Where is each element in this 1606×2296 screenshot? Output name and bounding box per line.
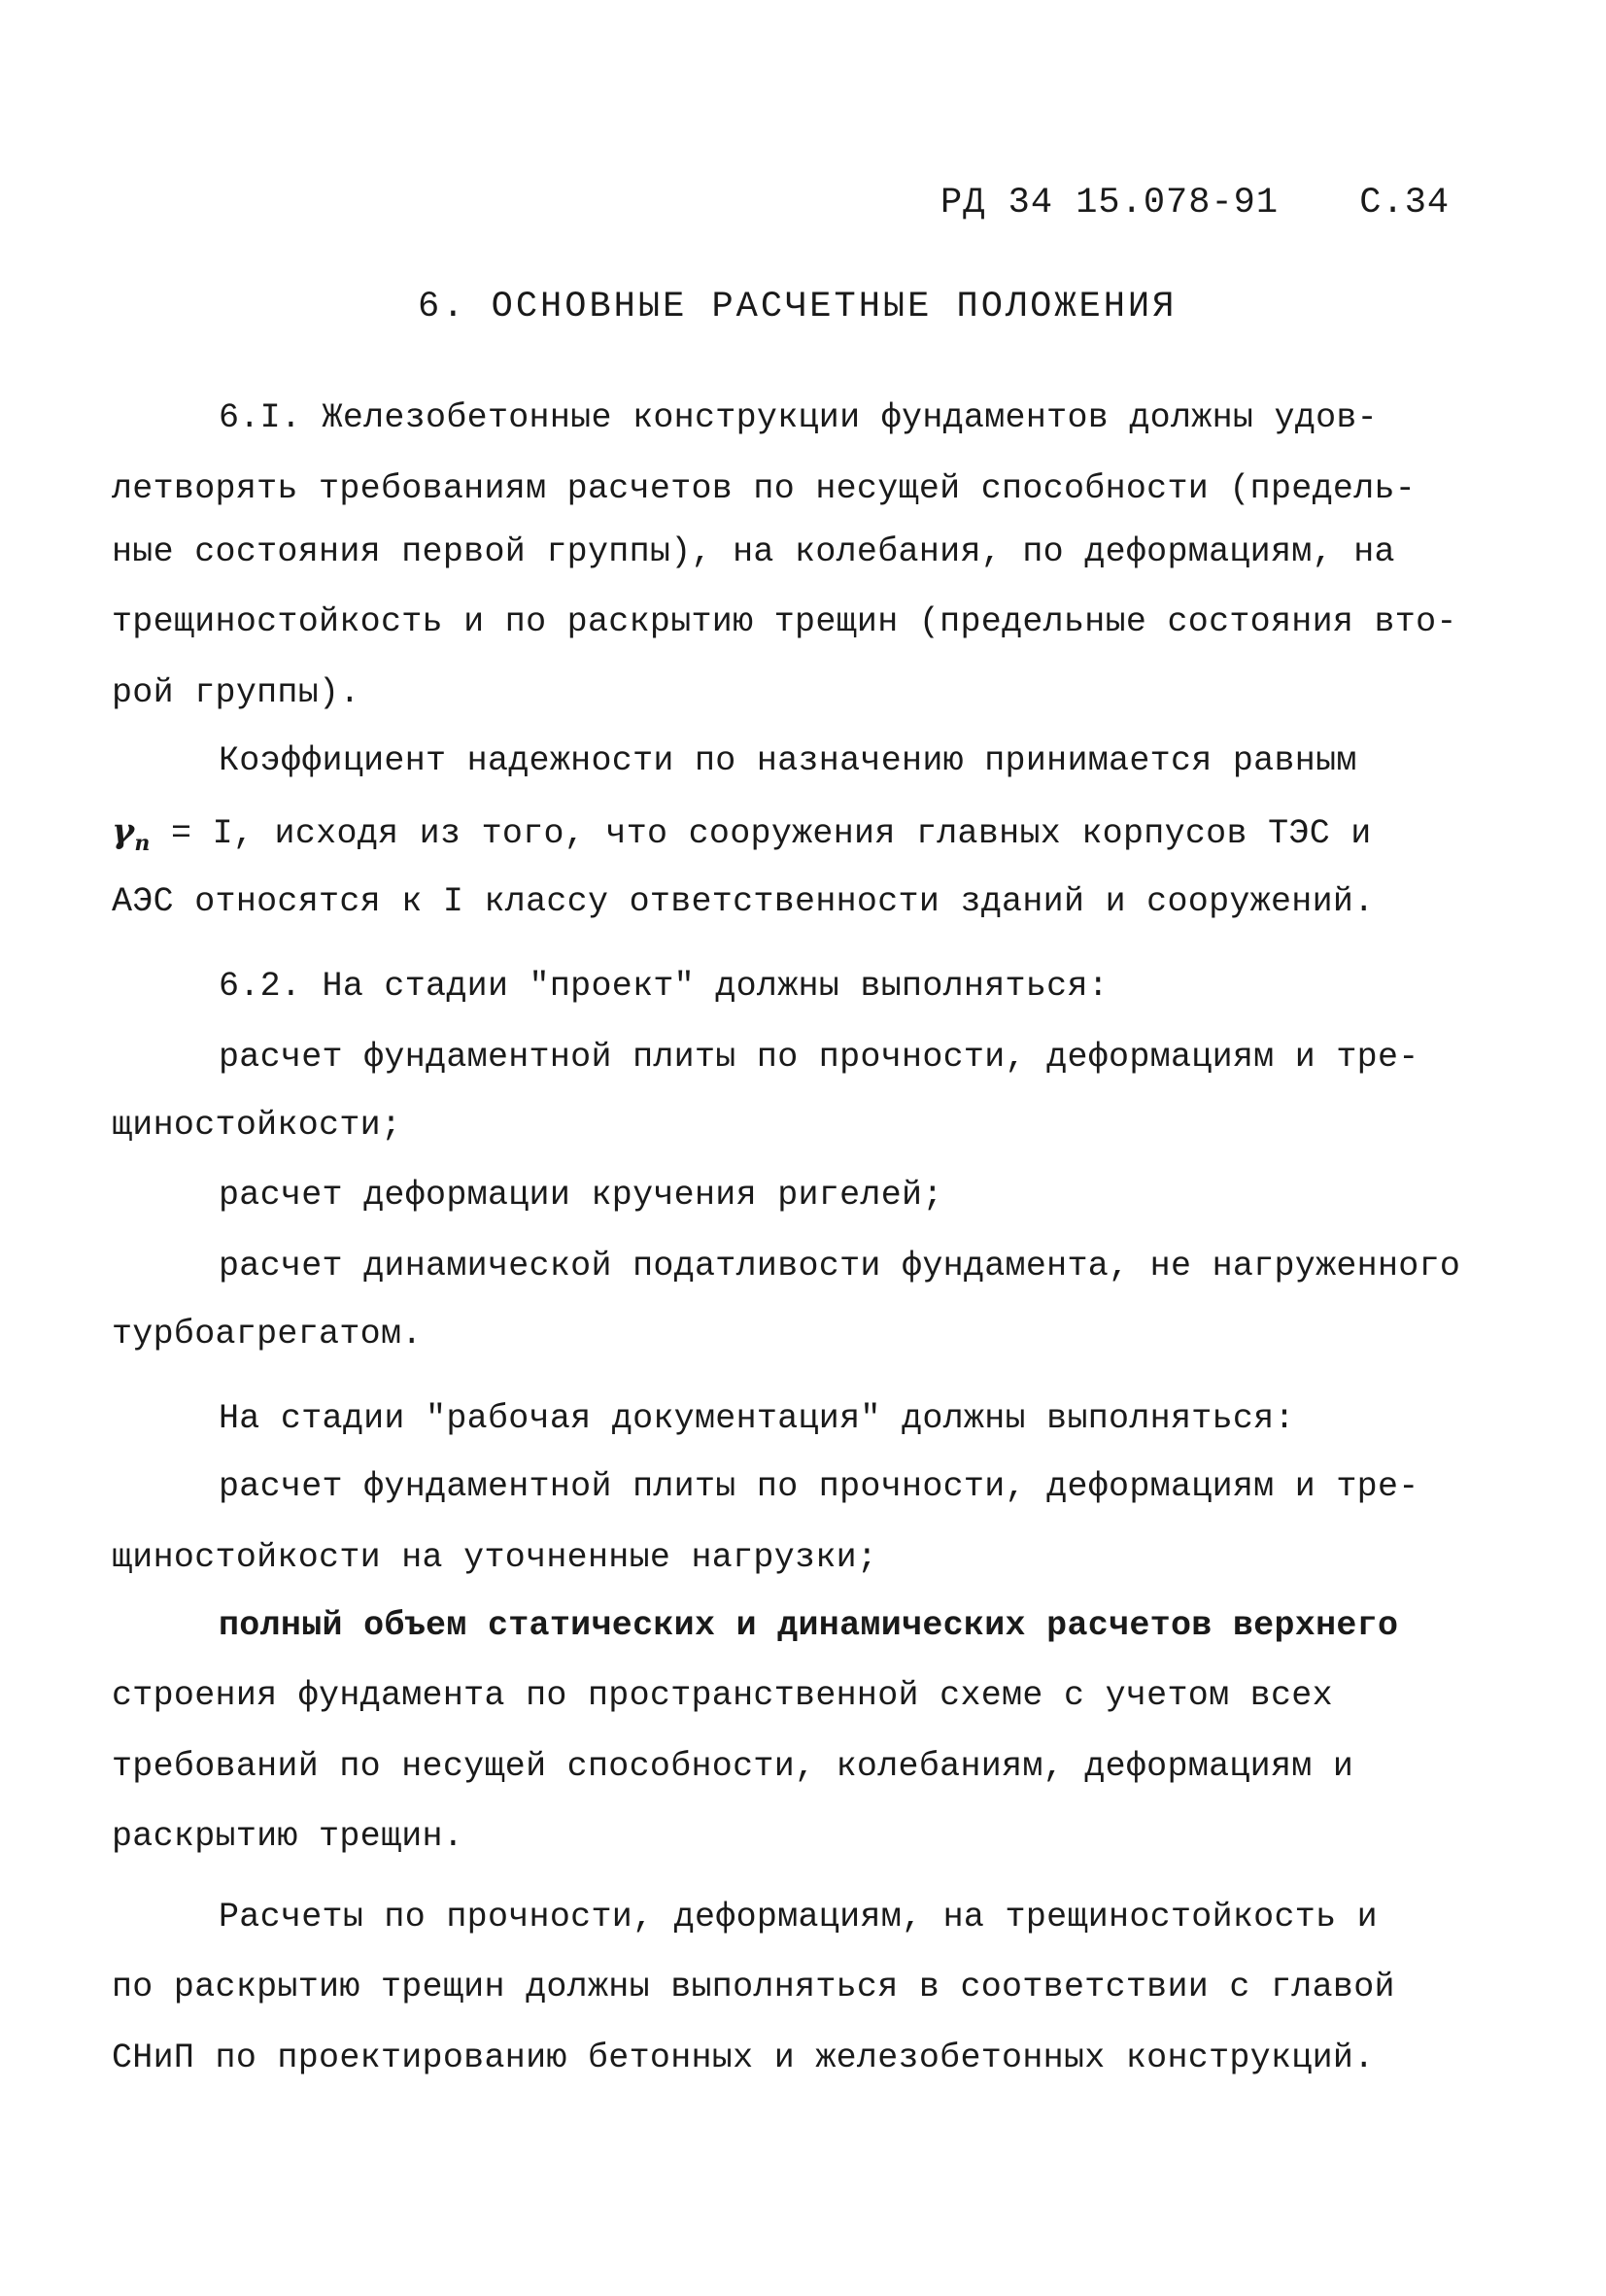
- text-line: щиностойкости на уточненные нагрузки;: [112, 1538, 878, 1577]
- text-line: расчет фундаментной плиты по прочности, деформациям и тре-: [219, 1038, 1419, 1077]
- text-line: летворять требованиям расчетов по несущей способности (предель-: [112, 469, 1417, 508]
- text-line: На стадии "рабочая документация" должны выполняться:: [219, 1399, 1295, 1438]
- text-line: рой группы).: [112, 673, 360, 712]
- page-number: С.34: [1359, 183, 1451, 223]
- page-header: [940, 183, 1450, 223]
- text-line: раскрытию трещин.: [112, 1817, 464, 1856]
- text-line: расчет динамической податливости фундамента, не нагруженного: [219, 1247, 1461, 1285]
- text-line: строения фундамента по пространственной схеме с учетом всех: [112, 1676, 1333, 1715]
- text-line: АЭС относятся к I классу ответственности зданий и сооружений.: [112, 882, 1375, 921]
- text-line: 6.I. Железобетонные конструкции фундаментов должны удов-: [219, 398, 1378, 437]
- text-line: Расчеты по прочности, деформациям, на трещиностойкость и: [219, 1898, 1378, 1936]
- text-line: трещиностойкость и по раскрытию трещин (предельные состояния вто-: [112, 602, 1457, 641]
- text-line: = I, исходя из того, что сооружения главных корпусов ТЭС и: [171, 814, 1372, 853]
- text-line: ные состояния первой группы), на колебания, по деформациям, на: [112, 532, 1395, 571]
- text-line: по раскрытию трещин должны выполняться в соответствии с главой: [112, 1968, 1395, 2006]
- text-line: полный объем статических и динамических расчетов верхнего: [219, 1606, 1399, 1645]
- text-line: расчет деформации кручения ригелей;: [219, 1176, 943, 1215]
- section-number: 6.: [418, 287, 467, 327]
- text-line: 6.2. На стадии "проект" должны выполняться:: [219, 967, 1110, 1006]
- gamma-symbol: $\gamma_n$: [112, 811, 151, 856]
- text-line: СНиП по проектированию бетонных и железобетонных конструкций.: [112, 2039, 1375, 2077]
- text-line: турбоагрегатом.: [112, 1315, 423, 1354]
- section-heading: [418, 287, 1177, 327]
- text-line: расчет фундаментной плиты по прочности, деформациям и тре-: [219, 1467, 1419, 1506]
- text-line: Коэффициент надежности по назначению принимается равным: [219, 741, 1357, 780]
- text-line: требований по несущей способности, колебаниям, деформациям и: [112, 1747, 1354, 1786]
- section-title: ОСНОВНЫЕ РАСЧЕТНЫЕ ПОЛОЖЕНИЯ: [491, 287, 1178, 327]
- text-line: щиностойкости;: [112, 1106, 402, 1145]
- text-line-with-symbol: [112, 811, 1372, 856]
- document-code: РД 34 15.078-91: [940, 183, 1280, 223]
